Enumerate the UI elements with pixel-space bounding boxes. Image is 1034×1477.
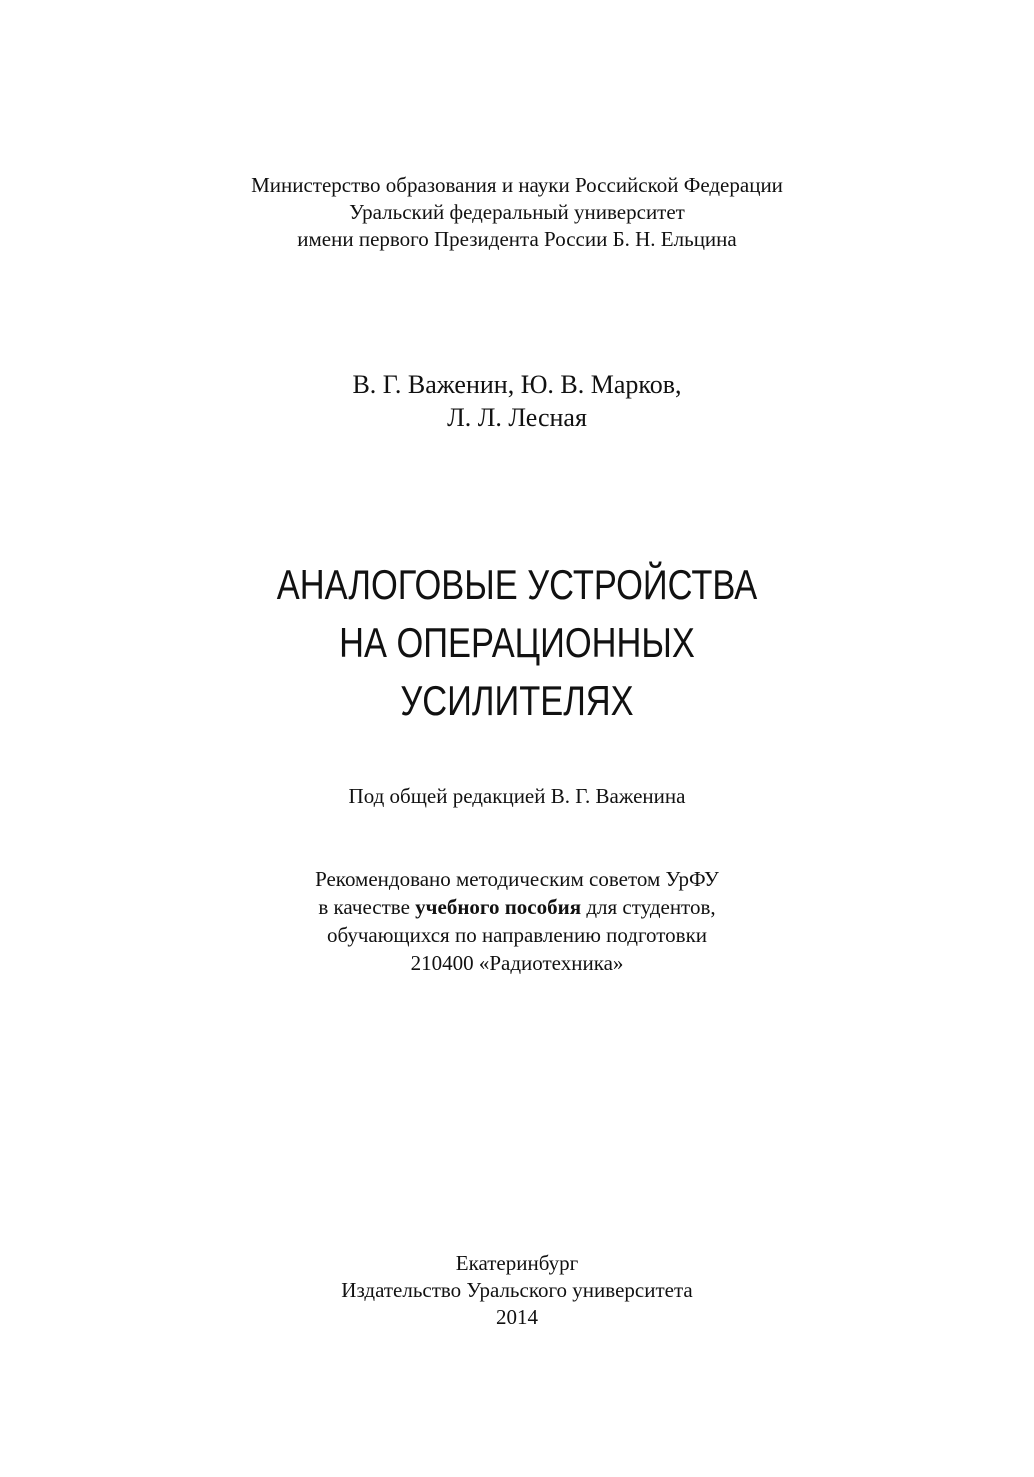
book-title (0, 556, 1034, 730)
recommendation-line-1: Рекомендовано методическим советом УрФУ (315, 867, 719, 891)
recommendation-prefix: в качестве (318, 895, 416, 919)
recommendation-line-4: 210400 «Радиотехника» (410, 951, 624, 975)
authors-line-2: Л. Л. Лесная (447, 403, 587, 432)
editor-line: Под общей редакцией В. Г. Важенина (348, 784, 686, 808)
recommendation-line-3: обучающихся по направлению подготовки (326, 923, 708, 947)
title-line-3: УСИЛИТЕЛЯХ (400, 677, 634, 724)
university-line: Уральский федеральный университет (349, 200, 685, 224)
title-line-1: АНАЛОГОВЫЕ УСТРОЙСТВА (276, 561, 758, 608)
imprint (0, 1250, 1034, 1331)
institution-header (0, 172, 1034, 253)
editor-credit (0, 783, 1034, 810)
recommendation (0, 865, 1034, 977)
ministry-line: Министерство образования и науки Российской Федерации (251, 173, 783, 197)
recommendation-line-2 (0, 893, 1034, 921)
authors (0, 368, 1034, 434)
university-named-line: имени первого Президента России Б. Н. Ельцина (297, 227, 737, 251)
imprint-year: 2014 (496, 1305, 538, 1329)
imprint-city: Екатеринбург (455, 1251, 579, 1275)
recommendation-suffix: для студентов, (581, 895, 716, 919)
title-line-2: НА ОПЕРАЦИОННЫХ (339, 619, 695, 666)
imprint-publisher: Издательство Уральского университета (341, 1278, 693, 1302)
recommendation-emphasis: учебного пособия (415, 895, 582, 919)
authors-line-1: В. Г. Важенин, Ю. В. Марков, (352, 370, 682, 399)
